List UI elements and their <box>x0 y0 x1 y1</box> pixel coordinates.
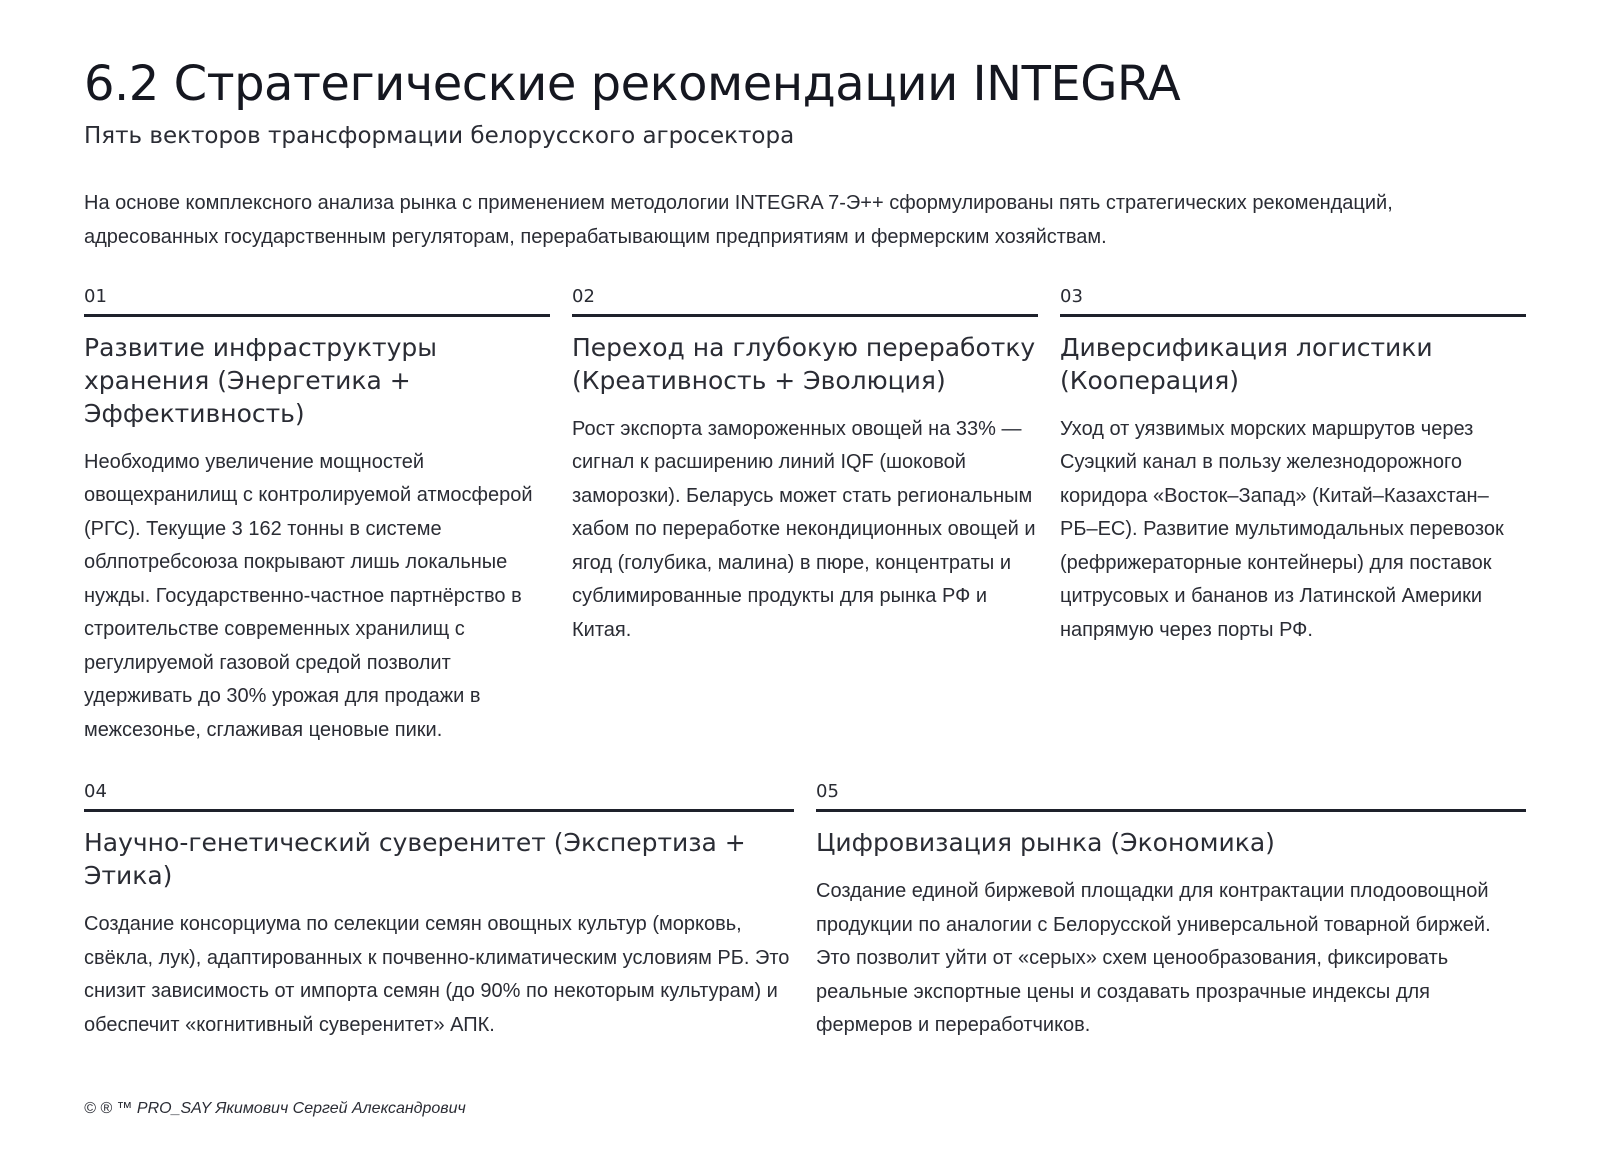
recommendation-title: Научно-генетический суверенитет (Экспертиза + Этика) <box>84 828 746 891</box>
recommendation-text: Создание консорциума по селекции семян овощных культур (морковь, свёкла, лук), адаптированных к почвенно-климатическим условиям РБ. Это снизит зависимость от импорта семян (до 90% по некоторым культурам) и обеспечит «когнитивный суверенитет» АПК. <box>84 913 790 1036</box>
recommendation-card-05 <box>816 781 1526 1043</box>
recommendation-card-02 <box>572 286 1038 748</box>
recommendations-row-bottom <box>84 781 1526 1043</box>
page-title: 6.2 Стратегические рекомендации INTEGRA <box>84 56 1181 112</box>
recommendation-number: 05 <box>816 781 1526 812</box>
copyright-footer: © ® ™ PRO_SAY Якимович Сергей Александрович <box>84 1100 466 1117</box>
recommendation-number: 02 <box>572 286 1038 317</box>
recommendation-card-04 <box>84 781 794 1043</box>
recommendation-title: Переход на глубокую переработку (Креативность + Эволюция) <box>572 332 1036 395</box>
page-subtitle: Пять векторов трансформации белорусского агросектора <box>84 122 795 149</box>
recommendation-text: Уход от уязвимых морских маршрутов через Суэцкий канал в пользу железнодорожного коридора «Восток–Запад» (Китай–Казахстан–РБ–ЕС). Развитие мультимодальных перевозок (рефрижераторные контейнеры) для поставок цитрусовых и бананов из Латинской Америки напрямую через порты РФ. <box>1060 417 1504 641</box>
recommendation-number: 01 <box>84 286 550 317</box>
page-content <box>84 58 1526 1043</box>
recommendation-title: Развитие инфраструктуры хранения (Энергетика + Эффективность) <box>84 332 438 428</box>
recommendation-title: Цифровизация рынка (Экономика) <box>816 828 1275 858</box>
recommendation-text: Необходимо увеличение мощностей овощехранилищ с контролируемой атмосферой (РГС). Текущие 3 162 тонны в системе облпотребсоюза покрывают лишь локальные нужды. Государственно-частное партнёрство в строительстве современных хранилищ с регулируемой газовой средой позволит удерживать до 30% урожая для продажи в межсезонье, сглаживая ценовые пики. <box>84 450 533 741</box>
recommendation-title: Диверсификация логистики (Кооперация) <box>1060 332 1433 395</box>
recommendation-card-03 <box>1060 286 1526 748</box>
recommendations-row-top <box>84 286 1526 748</box>
recommendation-text: Рост экспорта замороженных овощей на 33% — сигнал к расширению линий IQF (шоковой заморозки). Беларусь может стать региональным хабом по переработке некондиционных овощей и ягод (голубика, малина) в пюре, концентраты и сублимированные продукты для рынка РФ и Китая. <box>572 417 1036 641</box>
recommendation-number: 04 <box>84 781 794 812</box>
recommendation-text: Создание единой биржевой площадки для контрактации плодоовощной продукции по аналогии с Белорусской универсальной товарной биржей. Это позволит уйти от «серых» схем ценообразования, фиксировать реальные экспортные цены и создавать прозрачные индексы для фермеров и переработчиков. <box>816 880 1491 1037</box>
recommendation-number: 03 <box>1060 286 1526 317</box>
intro-paragraph: На основе комплексного анализа рынка с применением методологии INTEGRA 7-Э++ сформулированы пять стратегических рекомендаций, адресованных государственным регуляторам, перерабатывающим предприятиям и фермерским хозяйствам. <box>84 191 1393 248</box>
recommendation-card-01 <box>84 286 550 748</box>
